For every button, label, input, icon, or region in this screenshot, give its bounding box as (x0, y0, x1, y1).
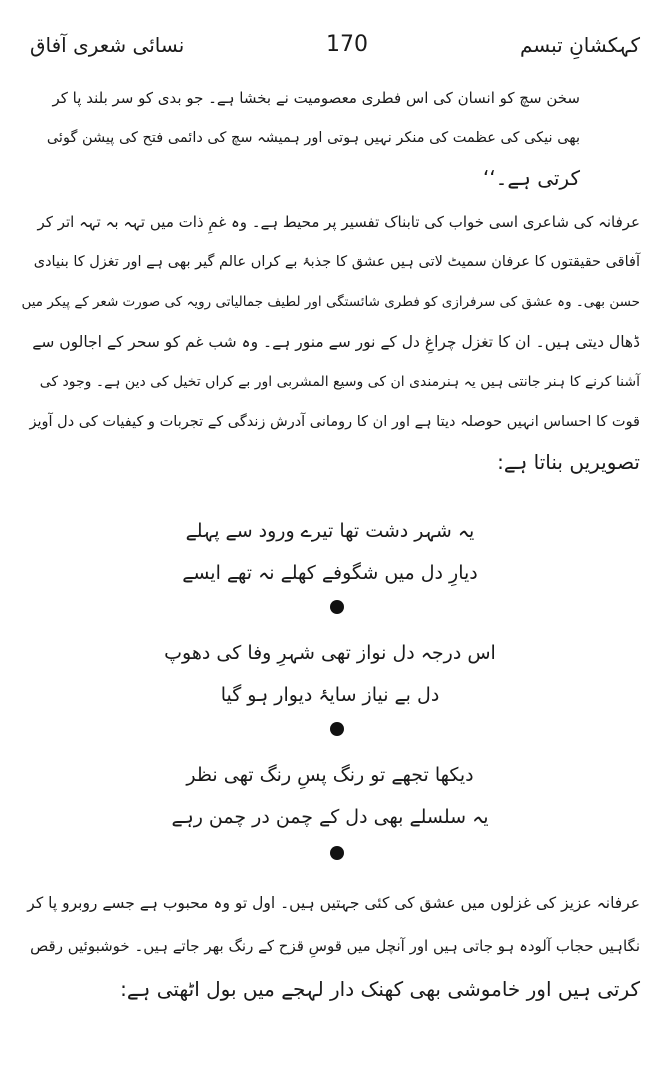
quote-line: بھی نیکی کی عظمت کی منکر نہیں ہوتی اور ہمیشہ سچ کی دائمی فتح کی پیشن گوئی (46, 130, 580, 146)
paragraph-line: حسن بھی۔ وہ عشق کی سرفرازی کو فطری شائستگی اور لطیف جمالیاتی رویہ کی صورت شعر کے پیکر میں (21, 294, 640, 310)
quote-block (40, 78, 580, 198)
verse-line: یہ شہر دشت تھا تیرے ورود سے پہلے (185, 520, 475, 542)
paragraph-line: کرتی ہیں اور خاموشی بھی کھنک دار لہجے میں بول اٹھتی ہے: (120, 977, 640, 1001)
paragraph-1 (20, 202, 640, 482)
paragraph-line: آفاقی حقیقتوں کا عرفان سمیٹ لاتی ہیں عشق کا جذبۂ بے کراں عالم گیر بھی ہے اور تغزل کا بنیادی (33, 254, 640, 270)
paragraph-line: تصویریں بناتا ہے: (497, 450, 640, 474)
paragraph-line: آشنا کرنے کا ہنر جانتی ہیں یہ ہنرمندی ان کی وسیع المشربی اور بے کراں تخیل کی دین ہے۔ وجود کی (39, 374, 640, 390)
verse-line: دل بے نیاز سایۂ دیوار ہو گیا (220, 684, 440, 706)
verse-line: دیارِ دل میں شگوفے کھلے نہ تھے ایسے (182, 562, 478, 584)
verse-line: اس درجہ دل نواز تھی شہرِ وفا کی دھوپ (164, 642, 496, 664)
bullet-separator (330, 846, 344, 860)
paragraph-line: نگاہیں حجاب آلودہ ہو جاتی ہیں اور آنچل میں قوسِ قزح کے رنگ بھر جاتے ہیں۔ خوشبوئیں رقص (30, 937, 640, 955)
page-header (30, 30, 640, 64)
verse-line: یہ سلسلے بھی دل کے چمن در چمن رہے (171, 806, 489, 828)
chapter-title: نسائی شعری آفاق (30, 33, 185, 57)
verse-line: دیکھا تجھے تو رنگ پسِ رنگ تھی نظر (186, 764, 474, 786)
page-number: 170 (326, 32, 368, 57)
couplet-3 (150, 754, 510, 838)
quote-line: کرتی ہے۔‘‘ (482, 166, 580, 190)
paragraph-2 (20, 882, 640, 1011)
couplet-2 (150, 632, 510, 716)
paragraph-line: قوت کا احساس انہیں حوصلہ دیتا ہے اور ان کا رومانی آدرش زندگی کے تجربات و کیفیات کی دل آویز (29, 414, 640, 430)
bullet-separator (330, 600, 344, 614)
book-title: کہکشانِ تبسم (519, 33, 640, 57)
quote-line: سخن سچ کو انسان کی اس فطری معصومیت نے بخشا ہے۔ جو بدی کو سر بلند پا کر (52, 89, 580, 107)
bullet-separator (330, 722, 344, 736)
paragraph-line: عرفانہ عزیز کی غزلوں میں عشق کی کئی جہتیں ہیں۔ اول تو وہ محبوب ہے جسے روبرو پا کر (27, 894, 640, 912)
paragraph-line: عرفانہ کی شاعری اسی خواب کی تابناک تفسیر پر محیط ہے۔ وہ غمِ ذات میں تہہ بہ تہہ اتر کر (37, 213, 640, 231)
paragraph-line: ڈھال دیتی ہیں۔ ان کا تغزل چراغِ دل کے نور سے منور ہے۔ وہ شب غم کو سحر کے اجالوں سے (32, 333, 640, 351)
couplet-1 (150, 510, 510, 594)
